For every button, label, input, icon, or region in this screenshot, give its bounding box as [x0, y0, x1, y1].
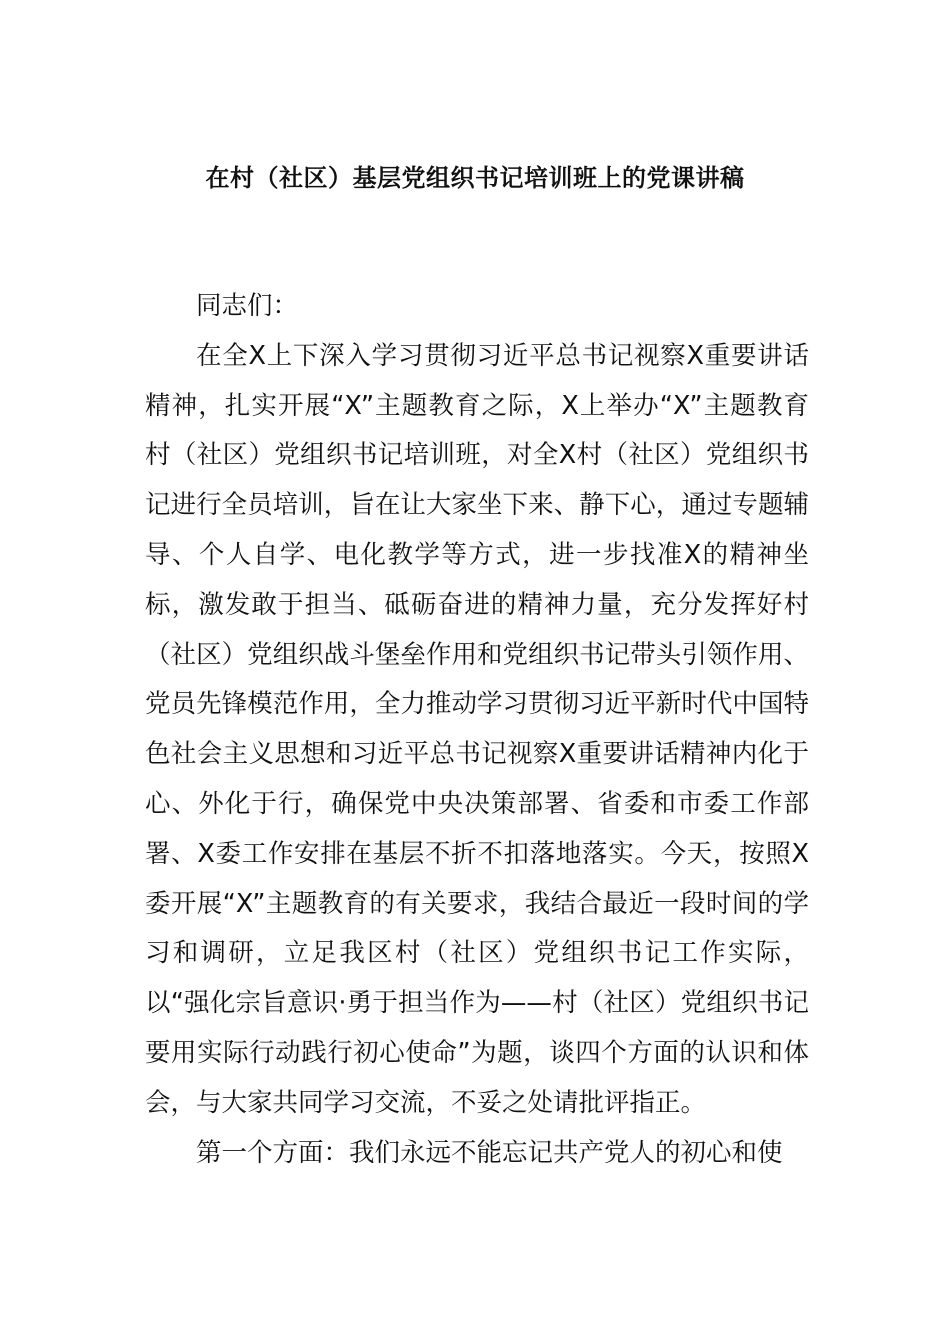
- document-body: [145, 282, 809, 1178]
- document-title: 在村（社区）基层党组织书记培训班上的党课讲稿: [205, 164, 745, 192]
- paragraph-intro: 在全X上下深入学习贯彻习近平总书记视察X重要讲话精神，扎实开展“X”主题教育之际，X上举办“X”主题教育村（社区）党组织书记培训班，对全X村（社区）党组织书记进行全员培训，旨在让大家坐下来、静下心，通过专题辅导、个人自学、电化教学等方式，进一步找准X的精神坐标，激发敢于担当、砥砺奋进的精神力量，充分发挥好村（社区）党组织战斗堡垒作用和党组织书记带头引领作用、党员先锋模范作用，全力推动学习贯彻习近平新时代中国特色社会主义思想和习近平总书记视察X重要讲话精神内化于心、外化于行，确保党中央决策部署、省委和市委工作部署、X委工作安排在基层不折不扣落地落实。今天，按照X委开展“X”主题教育的有关要求，我结合最近一段时间的学习和调研，立足我区村（社区）党组织书记工作实际，以“强化宗旨意识·勇于担当作为——村（社区）党组织书记要用实际行动践行初心使命”为题，谈四个方面的认识和体会，与大家共同学习交流，不妥之处请批评指正。: [145, 340, 809, 1118]
- paragraph-first-aspect: 第一个方面：我们永远不能忘记共产党人的初心和使: [196, 1137, 783, 1168]
- salutation: 同志们：: [196, 291, 299, 321]
